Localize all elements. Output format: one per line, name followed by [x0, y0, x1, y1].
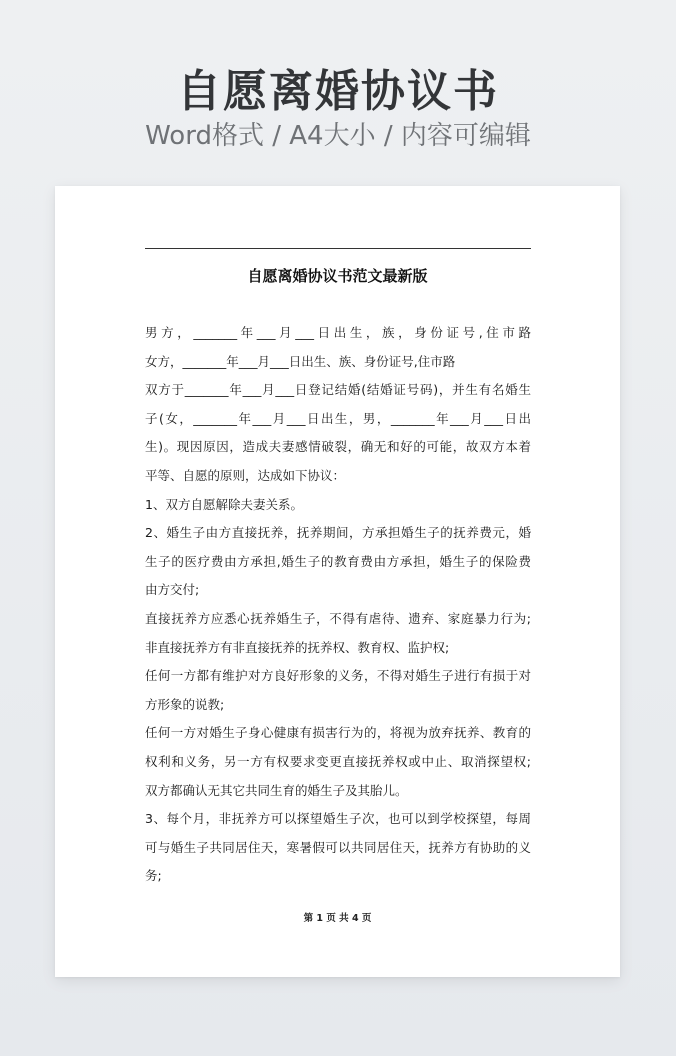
- body-line: 生子的医疗费由方承担,婚生子的教育费由方承担，婚生子的保险费: [145, 553, 531, 569]
- body-line: 子(女，_______年___月___日出生，男，_______年___月___日出: [145, 410, 531, 426]
- body-line: 双方于_______年___月___日登记结婚(结婚证号码)，并生有名婚生: [145, 382, 531, 398]
- page-subtitle: Word格式 / A4大小 / 内容可编辑: [145, 121, 531, 151]
- page-title: 自愿离婚协议书: [177, 66, 499, 117]
- body-line: 1、双方自愿解除夫妻关系。: [145, 496, 303, 512]
- body-line: 务;: [145, 868, 162, 884]
- body-line: 直接抚养方应悉心抚养婚生子，不得有虐待、遗弃、家庭暴力行为;: [145, 610, 531, 626]
- body-line: 女方，_______年___月___日出生、族、身份证号,住市路: [145, 353, 456, 369]
- body-line: 任何一方都有维护对方良好形象的义务，不得对婚生子进行有损于对: [145, 668, 531, 684]
- header-rule: [145, 248, 531, 249]
- body-line: 男方，_______年___月___日出生，族，身份证号,住市路: [145, 325, 531, 340]
- body-line: 任何一方对婚生子身心健康有损害行为的，将视为放弃抚养、教育的: [145, 725, 531, 741]
- body-line: 3、每个月，非抚养方可以探望婚生子次，也可以到学校探望，每周: [145, 811, 531, 827]
- body-line: 生)。现因原因，造成夫妻感情破裂，确无和好的可能，故双方本着: [145, 439, 531, 455]
- body-line: 双方都确认无其它共同生育的婚生子及其胎儿。: [145, 782, 408, 798]
- document-title: 自愿离婚协议书范文最新版: [247, 267, 428, 285]
- body-line: 方形象的说教;: [145, 696, 225, 712]
- body-line: 非直接抚养方有非直接抚养的抚养权、教育权、监护权;: [145, 639, 450, 655]
- body-line: 2、婚生子由方直接抚养，抚养期间，方承担婚生子的抚养费元，婚: [145, 525, 531, 541]
- body-line: 平等、自愿的原则，达成如下协议：: [145, 467, 346, 483]
- body-line: 权利和义务，另一方有权要求变更直接抚养权或中止、取消探望权;: [145, 753, 531, 769]
- body-line: 可与婚生子共同居住天，寒暑假可以共同居住天，抚养方有协助的义: [145, 839, 531, 855]
- body-line: 由方交付;: [145, 582, 200, 598]
- page-number-footer: 第 1 页 共 4 页: [303, 913, 372, 924]
- document-body: [145, 319, 531, 891]
- document-page: [55, 186, 620, 977]
